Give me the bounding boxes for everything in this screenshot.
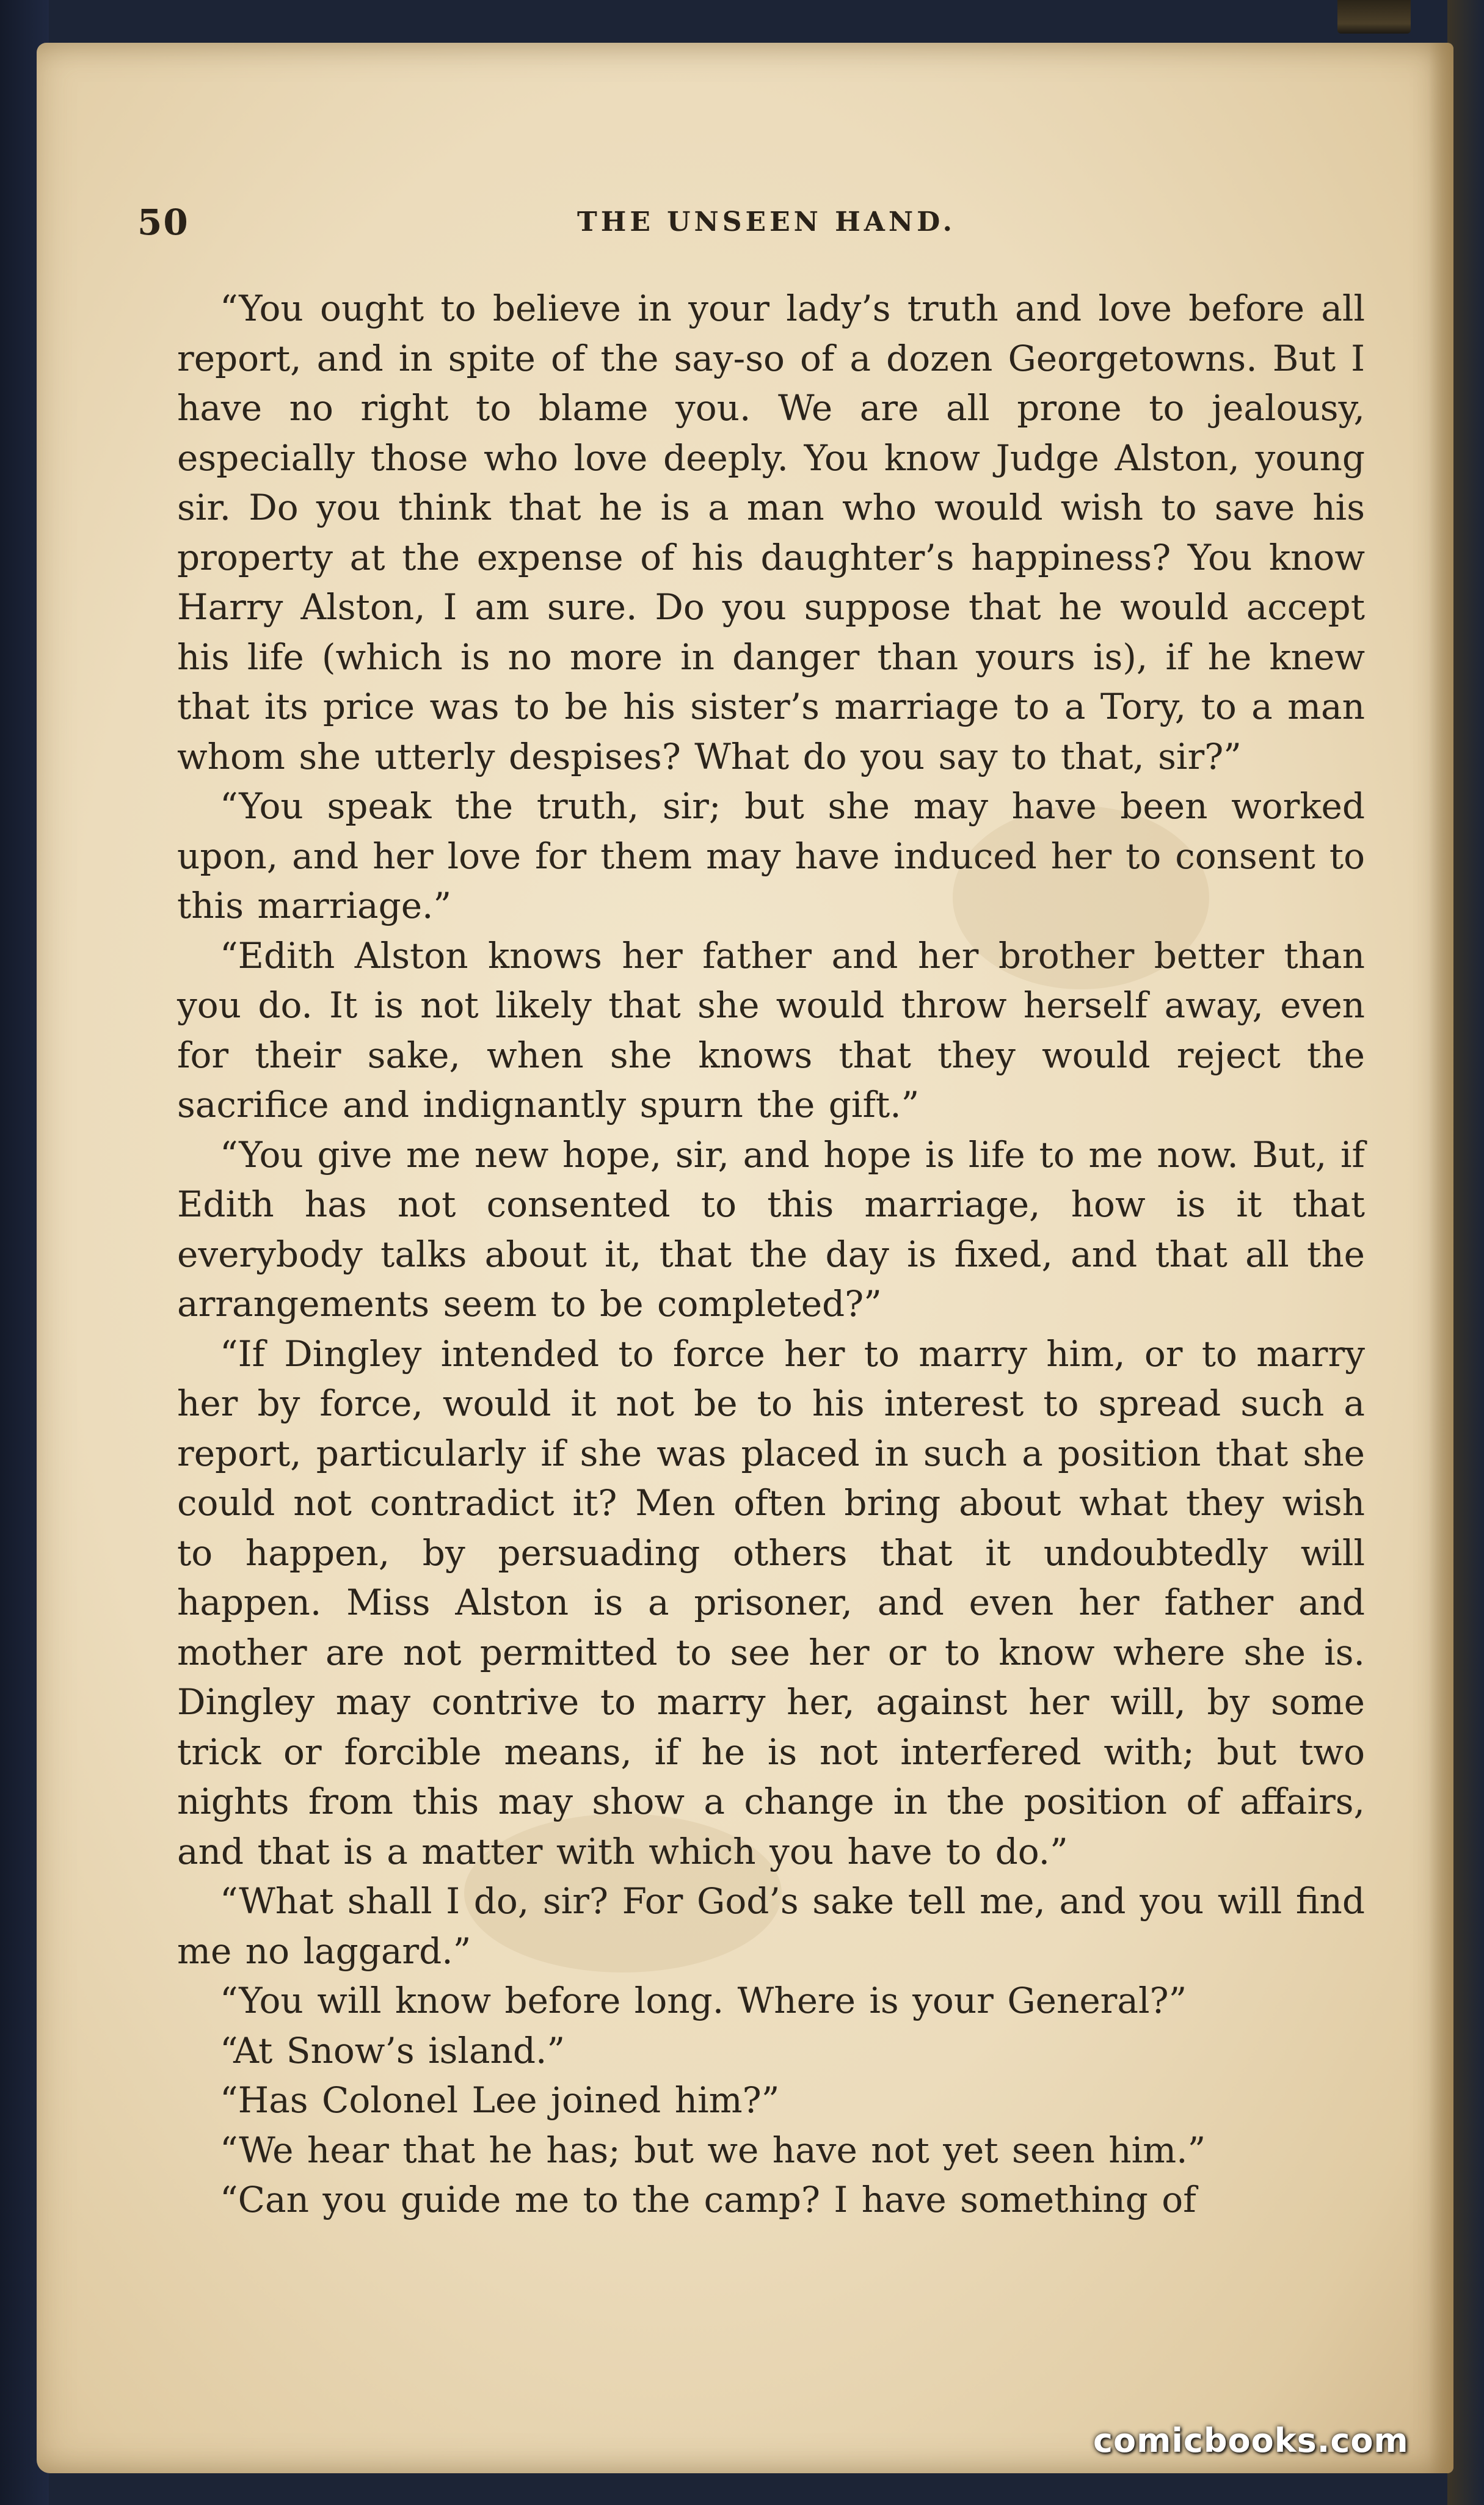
paragraph: “If Dingley intended to force her to marry him, or to marry her by force, would it not be to his interest to spread such a report, particularly if she was placed in such a position that she could not contradict it? Men often bring about what they wish to happen, by persuading others that it undoubtedly will happen. Miss Alston is a prisoner, and even her father and mother are not permitted to see her or to know where she is. Dingley may contrive to marry her, against her will, by some trick or forcible means, if he is not interfered with; but two nights from this may show a change in the position of affairs, and that is a matter with which you have to do.” [177,1332,1365,1872]
paragraph: “What shall I do, sir? For God’s sake tell me, and you will find me no laggard.” [177,1880,1365,1972]
paragraph: “Edith Alston knows her father and her brother better than you do. It is not likely that she would throw herself away, even for their sake, when she knows that they would reject the sacrifice and indignantly spurn the gift.” [177,934,1365,1125]
paragraph: “You speak the truth, sir; but she may have been worked upon, and her love for them may have induced her to consent to this marriage.” [177,785,1365,926]
running-title: THE UNSEEN HAND. [577,206,956,238]
paragraph: “You ought to believe in your lady’s truth and love before all report, and in spite of the say-so of a dozen Georgetowns. But I have no right to blame you. We are all prone to jealousy, especially those who love deeply. You know Judge Alston, young sir. Do you think that he is a man who would wish to save his property at the expense of his daughter’s happiness? You know Harry Alston, I am sure. Do you suppose that he would accept his life (which is no more in danger than yours is), if he knew that its price was to be his sister’s marriage to a Tory, to a man whom she utterly despises? What do you say to that, sir?” [177,288,1365,777]
watermark: comicbooks.com [1093,2421,1409,2460]
binding-tab [1337,0,1411,34]
body-text [177,284,1365,2225]
paragraph: “We hear that he has; but we have not yet seen him.” [220,2129,1206,2171]
page-edge-shadow [1429,43,1453,2473]
paragraph: “Has Colonel Lee joined him?” [220,2079,780,2121]
paragraph: “You give me new hope, sir, and hope is life to me now. But, if Edith has not consented to this marriage, how is it that everybody talks about it, that the day is fixed, and that all the arrangements seem to be completed?” [177,1133,1365,1325]
paragraph: “At Snow’s island.” [220,2029,566,2071]
running-head [137,202,1334,256]
paragraph: “You will know before long. Where is your General?” [220,1980,1187,2021]
paragraph: “Can you guide me to the camp? I have something of [220,2179,1196,2220]
page-number: 50 [137,202,189,243]
